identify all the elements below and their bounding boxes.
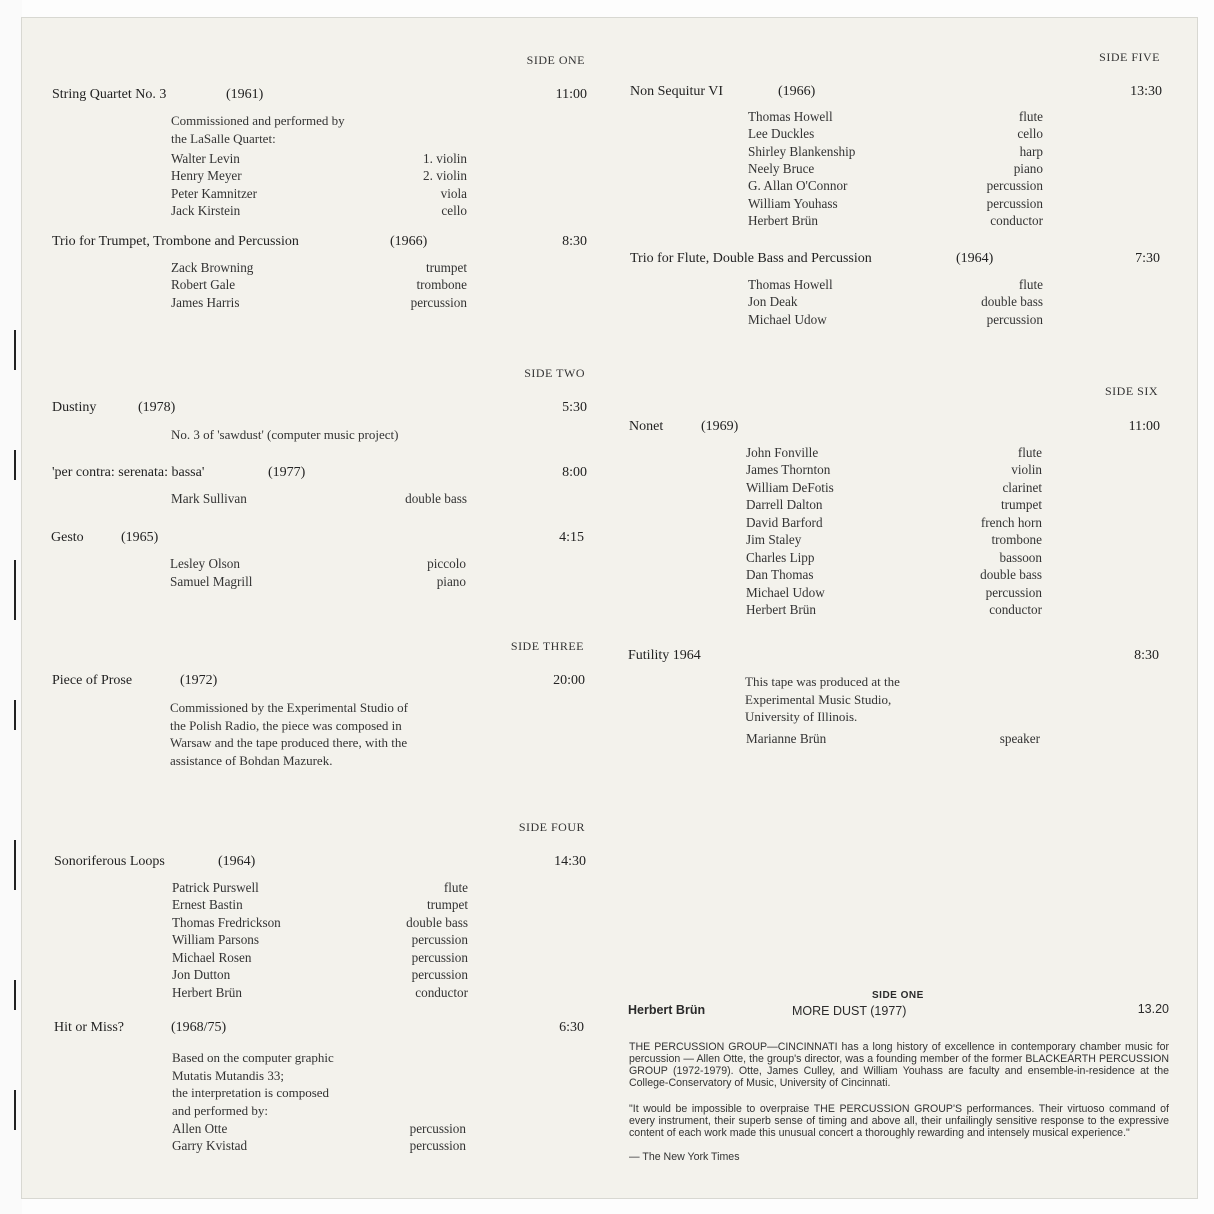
work-title: Trio for Flute, Double Bass and Percussion (630, 251, 872, 266)
work-year: (1964) (956, 251, 994, 266)
instrument: percussion (986, 312, 1043, 327)
instrument: flute (1018, 277, 1043, 292)
instrument: cello (1017, 126, 1043, 141)
performer-name: Lesley Olson (170, 556, 240, 571)
instrument: conductor (989, 602, 1042, 617)
instrument: harp (1019, 144, 1043, 159)
instrument: clarinet (1002, 480, 1042, 495)
performer-name: Allen Otte (172, 1121, 228, 1136)
work-title-row (54, 1020, 584, 1040)
performer-name: Jon Deak (748, 294, 798, 309)
work-year: (1961) (226, 87, 264, 102)
work-duration: 6:30 (559, 1020, 584, 1035)
page-edge (0, 0, 22, 1214)
work-duration: 14:30 (554, 854, 586, 869)
instrument: percussion (986, 196, 1043, 211)
performer-list (170, 556, 466, 592)
performer-name: Marianne Brün (746, 731, 827, 746)
side-four-heading: SIDE FOUR (518, 820, 585, 834)
performer-name: Samuel Magrill (170, 574, 253, 589)
bottom-work: MORE DUST (1977) (792, 1004, 907, 1018)
note-line: the Polish Radio, the piece was composed in (170, 717, 402, 733)
instrument: trumpet (1000, 497, 1042, 512)
work-duration: 8:30 (562, 234, 587, 249)
performer-name: Lee Duckles (748, 126, 815, 141)
performer-name: Zack Browning (171, 260, 254, 275)
performer-list (746, 731, 1040, 751)
ensemble-bio: THE PERCUSSION GROUP—CINCINNATI has a long history of excellence in contemporary chamber music for percussion — Allen Otte, the group's director, was a founding member of the former BLACKEARTH PERCUSSION GROUP (1972-1979). Otte, James Culley, and William Youhass are faculty and ensemble-in-residence at the College-Conservatory of Music, University of Cincinnati. (629, 1041, 1169, 1089)
work-year: (1978) (138, 400, 176, 415)
performer-name: Michael Udow (748, 312, 827, 327)
work-title-row (52, 234, 587, 254)
performer-name: Charles Lipp (746, 550, 815, 565)
performer-name: Walter Levin (171, 151, 240, 166)
note-line: assistance of Bohdan Mazurek. (170, 752, 333, 768)
performer-list (746, 445, 1042, 620)
performer-list (748, 109, 1043, 231)
work-duration: 11:00 (555, 87, 587, 102)
instrument: piccolo (427, 556, 466, 571)
performer-name: Dan Thomas (746, 567, 814, 582)
note-line: Mutatis Mutandis 33; (172, 1067, 284, 1083)
side-six-heading: SIDE SIX (1104, 384, 1158, 398)
work-title-row (54, 854, 586, 874)
performer-name: Thomas Fredrickson (172, 915, 281, 930)
instrument: percussion (410, 295, 467, 310)
work-title: Non Sequitur VI (630, 84, 724, 99)
work-duration: 11:00 (1128, 419, 1160, 434)
work-notes (745, 673, 1045, 726)
work-year: (1966) (390, 234, 428, 249)
performer-list (172, 1121, 466, 1157)
work-year: (1966) (778, 84, 816, 99)
instrument: 1. violin (423, 151, 467, 166)
performer-name: Darrell Dalton (746, 497, 823, 512)
performer-name: Ernest Bastin (172, 897, 243, 912)
instrument: trumpet (426, 897, 468, 912)
performer-name: Jack Kirstein (171, 203, 241, 218)
work-year: (1977) (268, 465, 306, 480)
instrument: cello (441, 203, 467, 218)
instrument: flute (443, 880, 468, 895)
performer-name: Michael Rosen (172, 950, 252, 965)
work-title-row (51, 530, 584, 550)
performer-name: David Barford (746, 515, 823, 530)
instrument: flute (1018, 109, 1043, 124)
instrument: double bass (981, 294, 1043, 309)
work-duration: 8:00 (562, 465, 587, 480)
work-year: (1969) (701, 419, 739, 434)
performer-name: Patrick Purswell (172, 880, 259, 895)
note-line: Commissioned by the Experimental Studio of (170, 700, 408, 715)
work-notes (171, 426, 491, 444)
work-title-row (630, 84, 1162, 104)
work-title-row (52, 87, 587, 107)
work-title: Dustiny (52, 400, 97, 415)
press-quote: "It would be impossible to overpraise THE PERCUSSION GROUP'S performances. Their virtuoso command of every instrument, their superb sense of timing and above all, their unfailingly sensitive response to the expressive content of each work made this unusual concert a thoroughly rewarding and intensely musical experience." (629, 1103, 1169, 1139)
performer-name: Jim Staley (746, 532, 802, 547)
work-title: Trio for Trumpet, Trombone and Percussion (52, 234, 299, 249)
instrument: 2. violin (423, 168, 467, 183)
side-five-heading: SIDE FIVE (1099, 50, 1160, 64)
performer-name: Neely Bruce (748, 161, 815, 176)
instrument: percussion (985, 585, 1042, 600)
work-year: (1972) (180, 673, 218, 688)
performer-name: Thomas Howell (748, 109, 833, 124)
note-line: Experimental Music Studio, (745, 691, 892, 707)
bottom-composer: Herbert Brün (628, 1003, 706, 1017)
side-one-heading: SIDE ONE (526, 53, 585, 67)
note-line: University of Illinois. (745, 709, 858, 724)
performer-name: Jon Dutton (172, 967, 231, 982)
note-line: Based on the computer graphic (172, 1050, 334, 1065)
performer-name: William DeFotis (746, 480, 834, 495)
work-year: (1968/75) (171, 1020, 227, 1035)
work-year: (1964) (218, 854, 256, 869)
instrument: percussion (411, 967, 468, 982)
instrument: french horn (980, 515, 1042, 530)
work-duration: 20:00 (553, 673, 585, 688)
performer-name: James Harris (171, 295, 240, 310)
work-title: Sonoriferous Loops (54, 854, 165, 869)
performer-name: Shirley Blankenship (748, 144, 856, 159)
work-notes (170, 699, 466, 769)
instrument: double bass (405, 491, 467, 506)
performer-name: Robert Gale (171, 277, 236, 292)
performer-name: Herbert Brün (748, 213, 818, 228)
performer-list (172, 880, 468, 1002)
instrument: piano (1013, 161, 1043, 176)
instrument: percussion (409, 1138, 466, 1153)
work-title: Futility 1964 (628, 648, 701, 663)
work-title-row (629, 419, 1160, 439)
instrument: trumpet (425, 260, 467, 275)
work-title: String Quartet No. 3 (52, 87, 167, 102)
work-title-row (52, 465, 587, 485)
work-title: Piece of Prose (52, 673, 133, 688)
note-line: Commissioned and performed by (171, 113, 345, 128)
performer-list (748, 277, 1043, 331)
instrument: viola (440, 186, 467, 201)
bottom-side-label: SIDE ONE (872, 990, 924, 1001)
performer-name: Peter Kamnitzer (171, 186, 258, 201)
performer-list (171, 260, 467, 314)
instrument: percussion (411, 950, 468, 965)
instrument: flute (1017, 445, 1042, 460)
instrument: trombone (991, 532, 1042, 547)
performer-name: Michael Udow (746, 585, 825, 600)
work-title: Nonet (629, 419, 664, 434)
performer-name: Garry Kvistad (172, 1138, 248, 1153)
performer-name: Henry Meyer (171, 168, 242, 183)
instrument: speaker (999, 731, 1040, 746)
note-line: the interpretation is composed (172, 1085, 330, 1100)
note-line: This tape was produced at the (745, 674, 900, 689)
work-duration: 4:15 (559, 530, 584, 545)
instrument: double bass (406, 915, 468, 930)
performer-name: William Parsons (172, 932, 260, 947)
performer-name: Mark Sullivan (171, 491, 247, 506)
performer-name: William Youhass (748, 196, 838, 211)
work-title: Hit or Miss? (54, 1020, 124, 1035)
work-duration: 7:30 (1135, 251, 1160, 266)
performer-name: Herbert Brün (172, 985, 242, 1000)
instrument: double bass (980, 567, 1042, 582)
work-notes (172, 1049, 472, 1119)
instrument: percussion (409, 1121, 466, 1136)
note-line: the LaSalle Quartet: (171, 130, 276, 146)
work-title: 'per contra: serenata: bassa' (52, 465, 205, 480)
instrument: conductor (415, 985, 468, 1000)
work-title: Gesto (51, 530, 84, 545)
side-three-heading: SIDE THREE (510, 639, 584, 653)
performer-name: Thomas Howell (748, 277, 833, 292)
work-year: (1965) (121, 530, 159, 545)
work-title-row (630, 251, 1160, 271)
bottom-duration: 13.20 (1137, 1002, 1169, 1016)
work-title-row (52, 400, 587, 420)
work-notes (171, 112, 471, 147)
instrument: piano (436, 574, 466, 589)
instrument: violin (1011, 462, 1042, 477)
performer-name: John Fonville (746, 445, 819, 460)
work-duration: 8:30 (1134, 648, 1159, 663)
instrument: percussion (411, 932, 468, 947)
performer-name: Herbert Brün (746, 602, 816, 617)
performer-name: G. Allan O'Connor (748, 178, 848, 193)
instrument: trombone (416, 277, 467, 292)
instrument: percussion (986, 178, 1043, 193)
work-duration: 5:30 (562, 400, 587, 415)
performer-list (171, 151, 467, 221)
work-title-row (52, 673, 585, 693)
press-source: — The New York Times (629, 1151, 740, 1163)
note-line: and performed by: (172, 1102, 269, 1118)
performer-list (171, 491, 467, 511)
side-two-heading: SIDE TWO (524, 366, 585, 380)
work-duration: 13:30 (1130, 84, 1162, 99)
note-line: Warsaw and the tape produced there, with the (170, 735, 408, 750)
instrument: conductor (990, 213, 1043, 228)
instrument: bassoon (999, 550, 1042, 565)
performer-name: James Thornton (746, 462, 831, 477)
note-line: No. 3 of 'sawdust' (computer music project) (171, 427, 399, 442)
work-title-row (628, 648, 1159, 668)
